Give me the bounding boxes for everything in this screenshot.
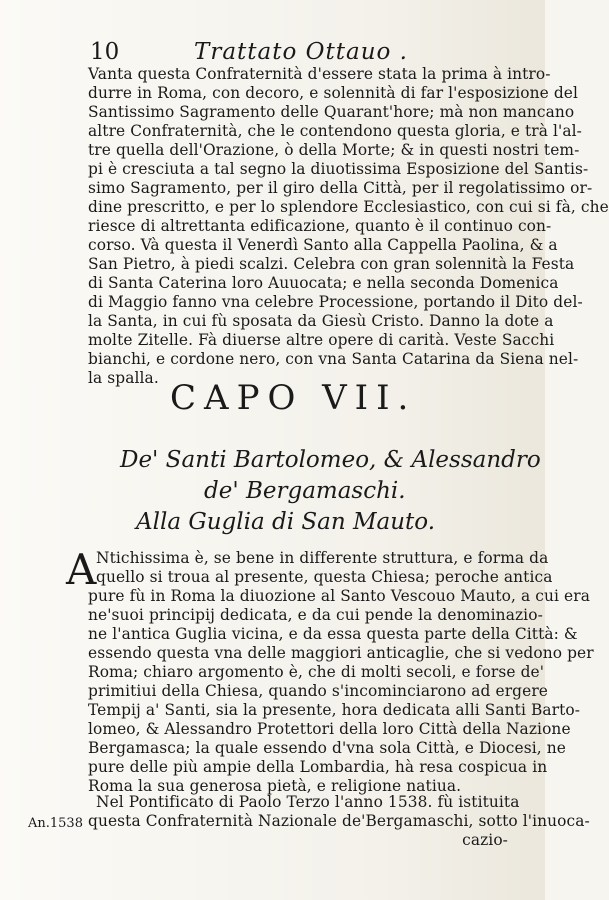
text-line: Vanta questa Confraternità d'essere stata la prima à intro- [88,65,551,83]
text-line: la spalla. [88,369,159,387]
text-line: corso. Và questa il Venerdì Santo alla Cappella Paolina, & a [88,236,558,254]
subtitle-line: de' Bergamaschi. [204,478,406,504]
chapter-heading: CAPO VII. [170,378,417,418]
paragraph-church-history [88,549,594,796]
text-line: simo Sagramento, per il giro della Città, per il regolatissimo or- [88,179,593,197]
text-line: tre quella dell'Orazione, ò della Morte; & in questi nostri tem- [88,141,580,159]
text-line: Tempij a' Santi, sia la presente, hora dedicata alli Santi Barto- [88,701,581,719]
text-line: San Pietro, à piedi scalzi. Celebra con gran solennità la Festa [88,255,575,273]
text-line: pure delle più ampie della Lombardia, hà resa cospicua in [88,758,548,776]
text-line: Bergamasca; la quale essendo d'vna sola Città, e Diocesi, ne [88,739,566,757]
text-line: molte Zitelle. Fà diuerse altre opere di carità. Veste Sacchi [88,331,555,349]
text-line: ne l'antica Guglia vicina, e da essa questa parte della Città: & [88,625,578,643]
page-header [90,38,420,66]
text-line: quello si troua al presente, questa Chiesa; peroche antica [96,568,553,586]
paragraph-pontificate [88,793,590,850]
chapter-subtitle [118,445,541,538]
text-line: pure fù in Roma la diuozione al Santo Vescouo Mauto, a cui era [88,587,590,605]
margin-note-year: An.1538 [28,816,83,831]
text-line: questa Confraternità Nazionale de'Bergamaschi, sotto l'inuoca- [88,812,590,830]
running-title: Trattato Ottauo . [194,39,408,65]
text-line: Santissimo Sagramento delle Quarant'hore; mà non mancano [88,103,575,121]
text-line: lomeo, & Alessandro Protettori della loro Città della Nazione [88,720,571,738]
text-line: durre in Roma, con decoro, e solennità di far l'esposizione del [88,84,579,102]
text-line: Ntichissima è, se bene in differente struttura, e forma da [96,549,549,567]
catchword: cazio- [462,831,508,849]
subtitle-line: De' Santi Bartolomeo, & Alessandro [120,447,541,473]
subtitle-line: Alla Guglia di San Mauto. [136,509,436,535]
text-line: riesce di altrettanta edificazione, quanto è il continuo con- [88,217,552,235]
text-line: bianchi, e cordone nero, con vna Santa Catarina da Siena nel- [88,350,579,368]
text-line: essendo questa vna delle maggiori anticaglie, che si vedono per [88,644,594,662]
text-line: di Santa Caterina loro Auuocata; e nella seconda Domenica [88,274,559,292]
text-line: di Maggio fanno vna celebre Processione, portando il Dito del- [88,293,583,311]
text-line: ne'suoi principij dedicata, e da cui pende la denominazio- [88,606,543,624]
text-line: pi è cresciuta a tal segno la diuotissima Esposizione del Santis- [88,160,589,178]
text-line: la Santa, in cui fù sposata da Giesù Cristo. Danno la dote a [88,312,554,330]
text-line: dine prescritto, e per lo splendore Ecclesiastico, con cui si fà, che [88,198,609,216]
text-line: Nel Pontificato di Paolo Terzo l'anno 1538. fù istituita [96,793,520,811]
page-number: 10 [90,39,120,65]
drop-cap: A [66,545,97,594]
text-line: primitiui della Chiesa, quando s'incominciarono ad ergere [88,682,548,700]
paragraph-confraternity-description [88,65,609,388]
text-line: altre Confraternità, che le contendono questa gloria, e trà l'al- [88,122,582,140]
text-line: Roma; chiaro argomento è, che di molti secoli, e forse de' [88,663,545,681]
text-line: Roma la sua generosa pietà, e religione natiua. [88,777,462,795]
